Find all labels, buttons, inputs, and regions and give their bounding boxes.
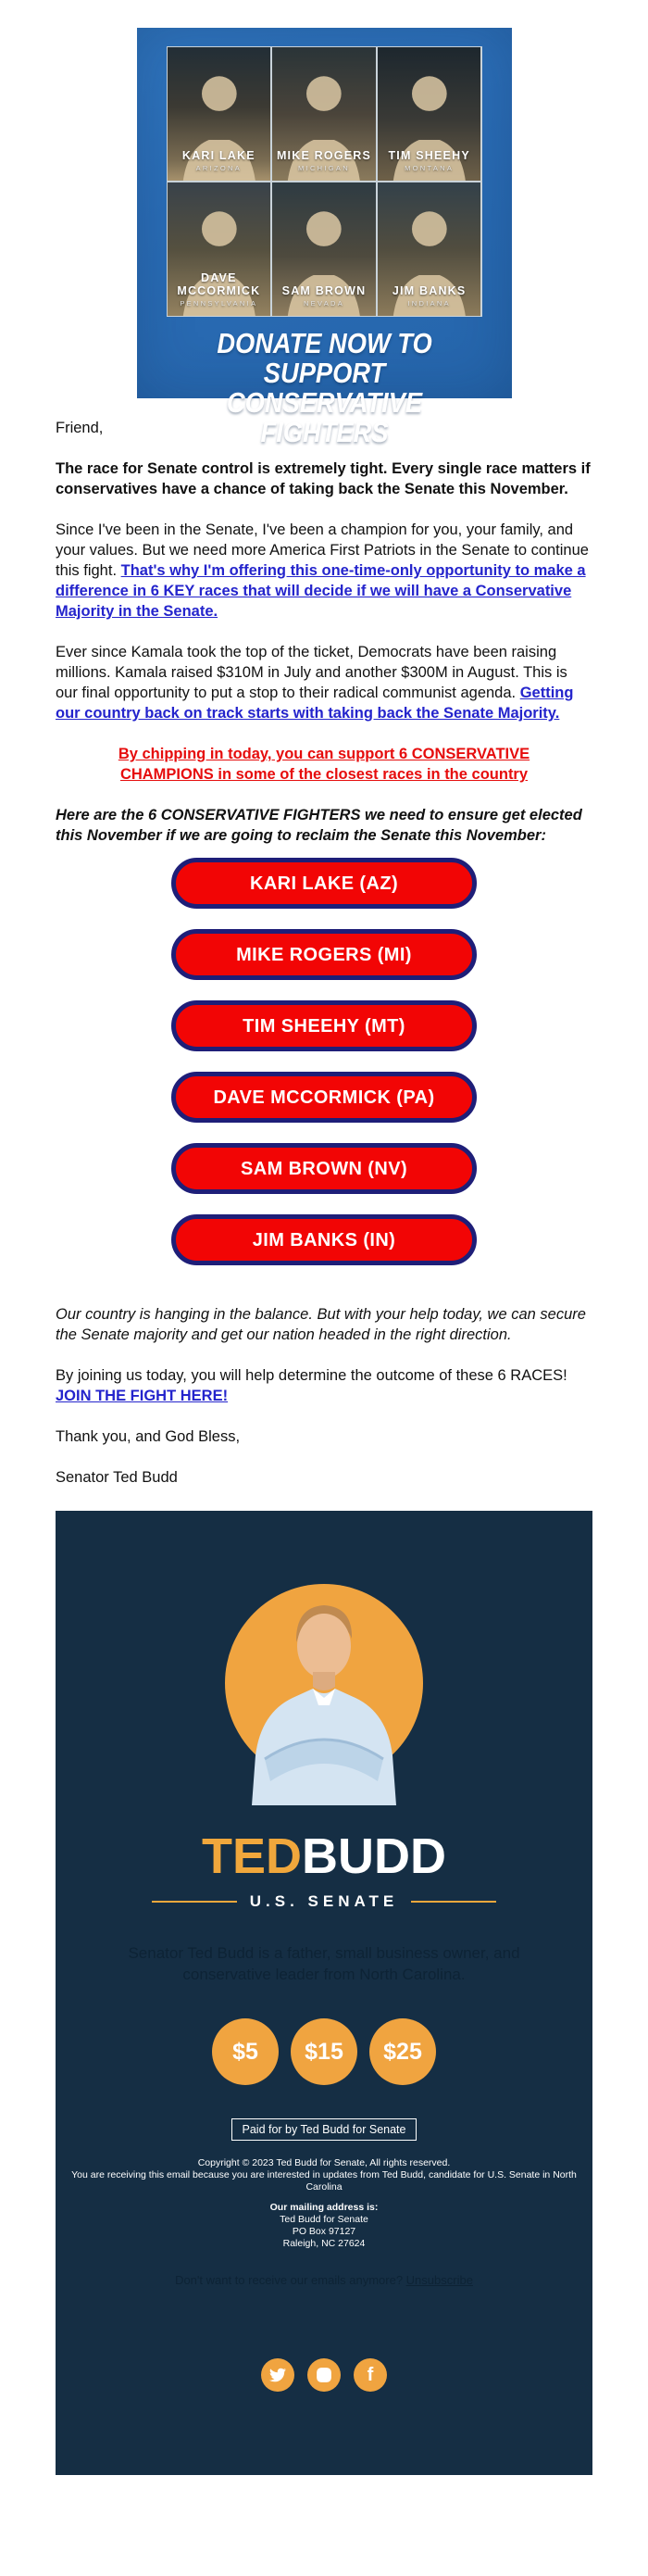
donate-button-sam-brown[interactable]: SAM BROWN (NV) bbox=[171, 1143, 477, 1194]
ted-budd-portrait bbox=[204, 1574, 444, 1805]
candidate-photo bbox=[272, 182, 376, 316]
closing-signature: Senator Ted Budd bbox=[56, 1469, 178, 1486]
mailing-label: Our mailing address is: bbox=[269, 2202, 379, 2213]
candidate-name: KARI LAKE bbox=[181, 149, 255, 162]
logo-ted: TED bbox=[202, 1828, 302, 1884]
paid-for-disclaimer: Paid for by Ted Budd for Senate bbox=[231, 2118, 417, 2141]
join-the-fight-link[interactable]: JOIN THE FIGHT HERE! bbox=[56, 1388, 229, 1404]
donate-button-tim-sheehy[interactable]: TIM SHEEHY (MT) bbox=[171, 1000, 477, 1051]
logo-budd: BUDD bbox=[302, 1828, 446, 1884]
unsubscribe-text: Don't want to receive our emails anymore? bbox=[175, 2273, 406, 2287]
paragraph-urgency: The race for Senate control is extremely tight. Every single race matters if conservatives have a chance of taking back the Senate this November. bbox=[56, 460, 591, 497]
candidate-photo bbox=[272, 47, 376, 181]
donate-button-mike-rogers[interactable]: MIKE ROGERS (MI) bbox=[171, 929, 477, 980]
donation-amount-row bbox=[56, 2018, 592, 2085]
candidate-state: ARIZONA bbox=[195, 164, 243, 172]
paragraph-balance: Our country is hanging in the balance. But with your help today, we can secure the Senate majority and get our nation headed in the right direction. bbox=[56, 1306, 586, 1343]
copyright-line1: Copyright © 2023 Ted Budd for Senate, All rights reserved. bbox=[197, 2157, 451, 2168]
us-senate-tagline bbox=[56, 1892, 592, 1911]
closing-thanks: Thank you, and God Bless, bbox=[56, 1428, 241, 1445]
candidate-name: TIM SHEEHY bbox=[388, 149, 470, 162]
gold-rule-right bbox=[411, 1901, 496, 1903]
mailing-address bbox=[56, 2202, 592, 2250]
twitter-button[interactable] bbox=[261, 2358, 294, 2392]
candidate-name: DAVE MCCORMICK bbox=[177, 271, 261, 297]
one-time-opportunity-link[interactable]: That's why I'm offering this one-time-only opportunity to make a difference in 6 KEY races that will decide if we will have a Conservative Majority in the Senate. bbox=[56, 562, 586, 620]
donate-button-kari-lake[interactable]: KARI LAKE (AZ) bbox=[171, 858, 477, 909]
email-body bbox=[56, 28, 592, 2475]
donation-banner-image[interactable] bbox=[137, 28, 512, 448]
mailing-org: Ted Budd for Senate bbox=[280, 2214, 368, 2225]
facebook-icon: f bbox=[367, 2365, 374, 2385]
mailing-city: Raleigh, NC 27624 bbox=[282, 2238, 366, 2249]
mailing-pobox: PO Box 97127 bbox=[292, 2226, 356, 2237]
social-icon-row bbox=[56, 2358, 592, 2392]
back-on-track-link[interactable]: Getting our country back on track starts with taking back the Senate Majority. bbox=[56, 685, 574, 722]
unsubscribe-row bbox=[56, 2273, 592, 2287]
paragraph-fighters-intro: Here are the 6 CONSERVATIVE FIGHTERS we need to ensure get elected this November if we are going to reclaim the Senate this November: bbox=[56, 807, 582, 844]
paragraph-champion bbox=[56, 520, 592, 622]
candidate-bio: Senator Ted Budd is a father, small business owner, and conservative leader from North Carolina. bbox=[128, 1944, 520, 1983]
footer bbox=[56, 1511, 592, 2475]
email-copy bbox=[56, 418, 592, 1488]
candidate-photo-grid bbox=[167, 46, 482, 317]
candidate-name: SAM BROWN bbox=[281, 284, 367, 297]
donate-15-button[interactable]: $15 bbox=[291, 2018, 357, 2085]
facebook-button[interactable] bbox=[354, 2358, 387, 2392]
candidate-state: PENNSYLVANIA bbox=[180, 299, 258, 308]
ted-budd-photo-illustration bbox=[204, 1574, 444, 1805]
donate-5-button[interactable]: $5 bbox=[212, 2018, 279, 2085]
candidate-state: NEVADA bbox=[303, 299, 345, 308]
instagram-icon bbox=[316, 2367, 332, 2383]
paragraph-join bbox=[56, 1365, 592, 1406]
unsubscribe-link[interactable]: Unsubscribe bbox=[405, 2273, 473, 2287]
copyright-text bbox=[56, 2157, 592, 2193]
candidate-state: MONTANA bbox=[405, 164, 455, 172]
candidate-photo bbox=[378, 47, 481, 181]
copyright-line2: You are receiving this email because you are interested in updates from Ted Budd, candidate for U.S. Senate in North Carolina bbox=[71, 2169, 577, 2193]
donate-button-jim-banks[interactable]: JIM BANKS (IN) bbox=[171, 1214, 477, 1265]
paragraph-champion-text: Since I've been in the Senate, I've been a champion for you, your family, and your values. But we need more America First Patriots in the Senate to continue this fight. bbox=[56, 521, 589, 579]
candidate-button-stack bbox=[56, 858, 592, 1265]
candidate-name: JIM BANKS bbox=[392, 284, 467, 297]
ted-budd-logo bbox=[56, 1829, 592, 1883]
paragraph-kamala-text: Ever since Kamala took the top of the ticket, Democrats have been raising millions. Kamala raised $310M in July and another $300M in August. This is our final opportunity to put a stop to their radical communist agenda. bbox=[56, 644, 567, 701]
donate-button-dave-mccormick[interactable]: DAVE MCCORMICK (PA) bbox=[171, 1072, 477, 1123]
twitter-icon bbox=[269, 2367, 286, 2383]
us-senate-text: U.S. SENATE bbox=[249, 1892, 399, 1910]
paragraph-kamala bbox=[56, 642, 592, 723]
red-callout: By chipping in today, you can support 6 CONSERVATIVE CHAMPIONS in some of the closest races in the country bbox=[118, 746, 530, 783]
donate-25-button[interactable]: $25 bbox=[369, 2018, 436, 2085]
candidate-photo bbox=[168, 47, 271, 181]
candidate-name: MIKE ROGERS bbox=[276, 149, 372, 162]
paragraph-join-text: By joining us today, you will help determine the outcome of these 6 RACES! bbox=[56, 1367, 567, 1384]
banner-headline: DONATE NOW TO SUPPORT CONSERVATIVE FIGHTERS bbox=[216, 327, 432, 448]
instagram-button[interactable] bbox=[307, 2358, 341, 2392]
candidate-photo bbox=[168, 182, 271, 316]
candidate-photo bbox=[378, 182, 481, 316]
candidate-state: INDIANA bbox=[407, 299, 451, 308]
candidate-state: MICHIGAN bbox=[298, 164, 350, 172]
greeting: Friend, bbox=[56, 420, 104, 436]
gold-rule-left bbox=[152, 1901, 237, 1903]
